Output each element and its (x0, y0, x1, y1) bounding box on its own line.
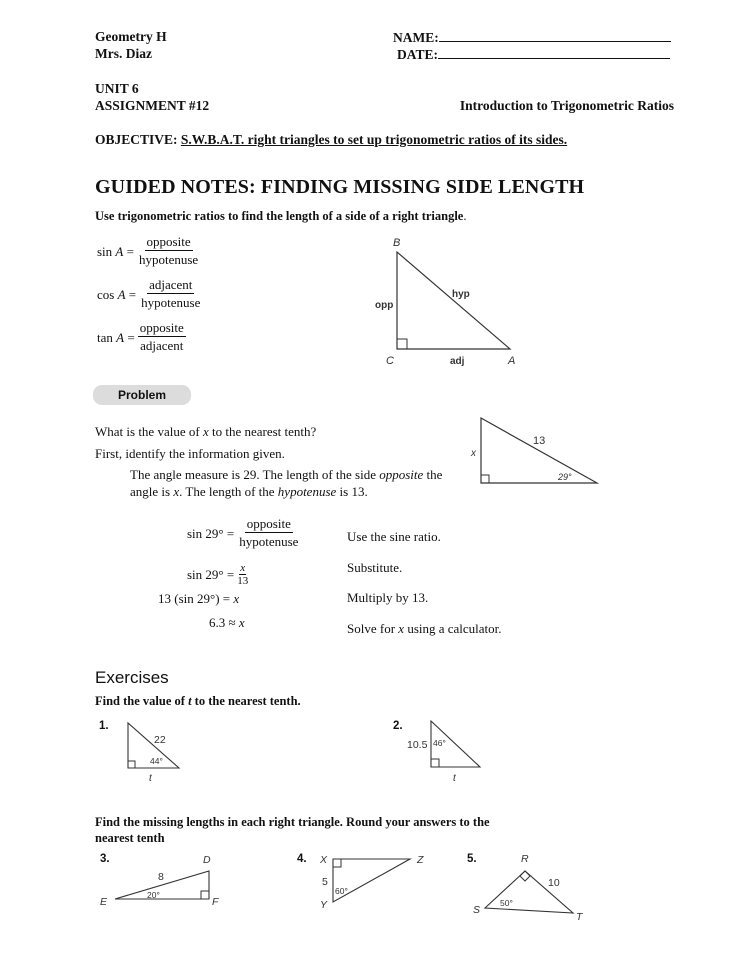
vertex-e-label: E (100, 896, 108, 908)
exercises-instruction-2 (95, 814, 490, 846)
note-text-end: using a calculator. (404, 621, 502, 636)
given-text: is 13. (336, 484, 368, 499)
exercise-4-number: 4. (297, 853, 307, 865)
unit-label: UNIT 6 (95, 81, 139, 96)
date-blank[interactable] (438, 45, 670, 59)
exercise-3-number: 3. (100, 853, 110, 865)
angle-var: A (116, 329, 125, 345)
instr-text-line2: nearest tenth (95, 831, 165, 845)
side-x-label: x (471, 448, 476, 459)
angle-29-label: 29° (558, 472, 572, 482)
exercise-1-number: 1. (99, 720, 109, 732)
exercises-instruction-1 (95, 694, 301, 709)
right-angle-mark (128, 761, 135, 768)
course-name: Geometry H (95, 29, 167, 44)
side-t-label: t (453, 773, 456, 784)
math-lhs: sin 29° = (187, 525, 235, 541)
leg-10-5-label: 10.5 (407, 739, 428, 751)
exercises-title: Exercises (95, 668, 169, 687)
given-text: The angle measure is 29. The length of the side (130, 467, 380, 482)
given-x: x (173, 484, 180, 499)
adj-label: adj (450, 356, 465, 367)
given-hypotenuse: hypotenuse (277, 484, 337, 499)
exercise-5-number: 5. (467, 853, 477, 865)
vertex-r-label: R (521, 853, 529, 865)
problem-step1: First, identify the information given. (95, 446, 285, 461)
problem-given (130, 466, 470, 500)
guided-notes-subtitle (95, 209, 466, 224)
numerator: opposite (146, 234, 191, 249)
right-angle-mark (397, 339, 407, 349)
problem-triangle (481, 418, 597, 483)
vertex-s-label: S (473, 904, 481, 916)
topic-label: Introduction to Trigonometric Ratios (459, 98, 674, 113)
numerator: opposite (246, 516, 291, 531)
assignment-label: ASSIGNMENT #12 (95, 98, 210, 113)
right-angle-mark (520, 871, 530, 881)
vertex-d-label: D (203, 854, 211, 866)
denominator: adjacent (140, 338, 184, 353)
objective (95, 131, 567, 148)
vertex-z-label: Z (417, 854, 424, 866)
objective-text: S.W.B.A.T. right triangles to set up trigonometric ratios of its sides. (180, 132, 568, 147)
instr-var: t (188, 694, 192, 708)
vertex-t-label: T (576, 911, 583, 923)
given-opposite: opposite (379, 467, 424, 482)
exercise-3-triangle-diagram (95, 848, 265, 913)
right-angle-mark (481, 475, 489, 483)
name-field-row (393, 28, 671, 46)
subtitle-text: Use trigonometric ratios to find the length of a side of a right triangle (95, 209, 464, 223)
given-text: the (423, 467, 443, 482)
subtitle-period: . (463, 209, 467, 223)
problem-triangle-diagram (460, 410, 610, 490)
hyp-8-label: 8 (158, 871, 164, 883)
step-3-note: Multiply by 13. (347, 590, 429, 605)
reference-triangle (397, 252, 510, 349)
math-expr: 13 (sin 29°) = (158, 591, 234, 606)
exercise-2-number: 2. (393, 720, 403, 732)
angle-60-label: 60° (335, 886, 348, 896)
name-blank[interactable] (439, 28, 671, 42)
step-2-math (187, 562, 248, 587)
math-var: x (233, 591, 240, 606)
hyp-label: hyp (452, 289, 470, 300)
step-1-math (187, 516, 300, 551)
right-angle-mark (201, 891, 209, 899)
vertex-c-label: C (386, 355, 394, 367)
step-2-note: Substitute. (347, 560, 403, 575)
date-label: DATE: (397, 47, 439, 62)
denominator: hypotenuse (138, 252, 199, 267)
right-angle-mark (431, 759, 439, 767)
func-name: sin (97, 243, 113, 259)
leg-10-label: 10 (548, 877, 560, 889)
question-text: What is the value of (95, 424, 203, 439)
sine-formula: sin A = $\frac{\text{opposite}}{\text{hypotenuse}}$ (97, 234, 199, 267)
date-field-row (397, 45, 670, 63)
hyp-13-label: 13 (533, 435, 546, 447)
right-angle-mark (333, 859, 341, 867)
math-expr: 6.3 ≈ (209, 615, 239, 630)
numerator: adjacent (149, 277, 193, 292)
angle-46-label: 46° (433, 738, 446, 748)
vertex-y-label: Y (320, 899, 328, 911)
math-var: x (238, 615, 245, 630)
guided-notes-title: GUIDED NOTES: FINDING MISSING SIDE LENGTH (95, 176, 585, 198)
note-var: x (398, 621, 405, 636)
instr-text-end: to the nearest tenth. (191, 694, 301, 708)
numerator: x (240, 562, 246, 574)
opp-label: opp (375, 300, 394, 311)
problem-question (95, 423, 316, 440)
instr-text: Find the missing lengths in each right triangle. Round your answers to the (95, 815, 490, 829)
exercise-5-triangle-diagram (470, 848, 600, 923)
instr-text: Find the value of (95, 694, 189, 708)
given-text: . The length of the (179, 484, 278, 499)
exercise-2-triangle-diagram (400, 715, 500, 785)
exercise-4-triangle-diagram (310, 848, 440, 913)
hyp-22-label: 22 (154, 734, 166, 746)
angle-44-label: 44° (150, 756, 163, 766)
vertex-f-label: F (212, 896, 219, 908)
func-name: cos (97, 286, 115, 302)
angle-var: A (115, 243, 124, 259)
reference-triangle-diagram (360, 230, 530, 370)
denominator: hypotenuse (239, 534, 299, 549)
vertex-a-label: A (508, 355, 516, 367)
exercise-1-triangle-diagram (120, 718, 190, 786)
denominator: hypotenuse (141, 295, 201, 310)
cosine-formula: cos A = $\frac{\text{adjacent}}{\text{hypotenuse}}$ (97, 277, 201, 310)
angle-20-label: 20° (147, 890, 160, 900)
numerator: opposite (139, 320, 184, 335)
step-4-math (209, 614, 245, 631)
note-text: Solve for (347, 621, 399, 636)
side-t-label: t (149, 773, 152, 784)
step-1-note: Use the sine ratio. (347, 529, 441, 544)
step-3-math (158, 590, 239, 607)
leg-5-label: 5 (322, 876, 328, 888)
given-text: angle is (130, 484, 174, 499)
tangent-formula: tan A = $\frac{\text{opposite}}{\text{adjacent}}$ (97, 320, 184, 353)
func-name: tan (97, 329, 113, 345)
teacher-name: Mrs. Diaz (95, 46, 152, 61)
vertex-x-label: X (320, 854, 328, 866)
name-label: NAME: (393, 30, 439, 45)
objective-label: OBJECTIVE: (95, 132, 178, 147)
problem-badge: Problem (93, 385, 191, 405)
vertex-b-label: B (393, 237, 401, 249)
math-lhs: sin 29° = (187, 566, 235, 582)
denominator: 13 (237, 575, 249, 587)
question-var: x (202, 424, 209, 439)
question-text-end: to the nearest tenth? (208, 424, 317, 439)
angle-var: A (117, 286, 126, 302)
step-4-note (347, 620, 502, 637)
angle-50-label: 50° (500, 898, 513, 908)
